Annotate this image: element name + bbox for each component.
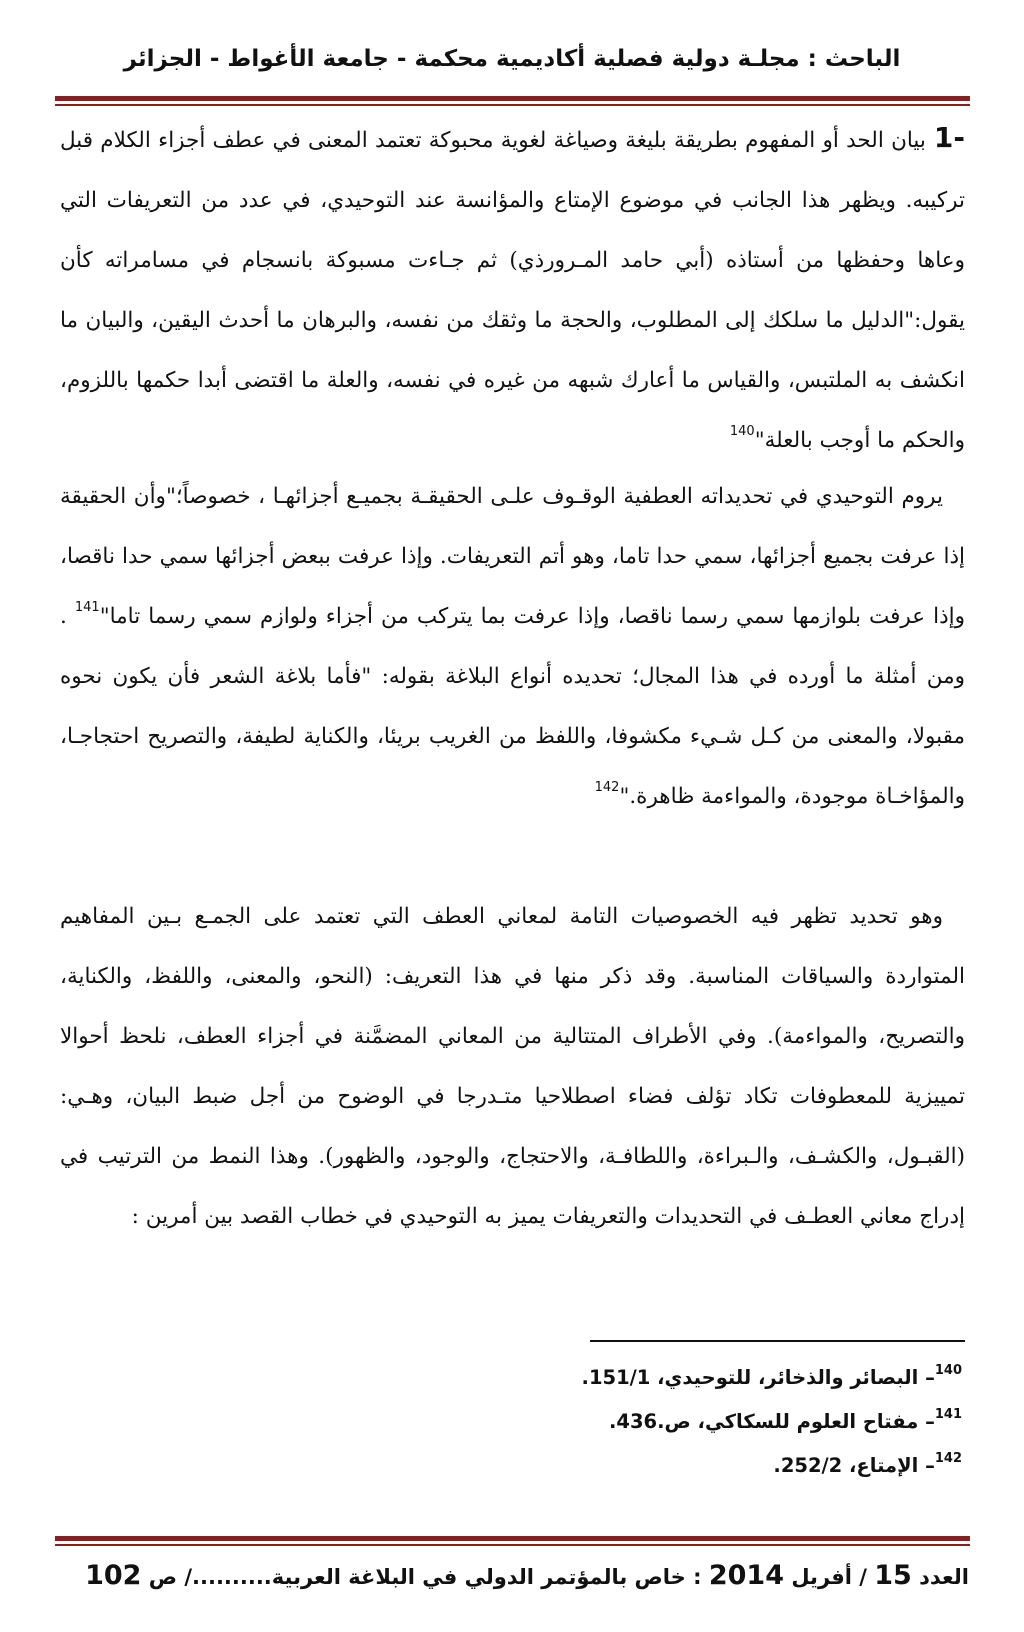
footnote-text: – الإمتاع، 252/2.	[773, 1454, 935, 1477]
footnote-ref-142[interactable]: 142	[594, 780, 620, 795]
footer-rule-thin	[55, 1544, 970, 1546]
paragraph-2-text-a: يروم التوحيدي في تحديداته العطفية الوقـوف علـى الحقيقـة بجميـع أجزائهـا ، خصوصاً؛"وأن الحقيقة إذا عرفت بجميع أجزائها، سمي حدا تاما، وهو أتم التعريفات. وإذا عرفت ببعض أجزائها سمي حدا ناقصا، وإذا عرفت بلوازمها سمي رسما ناقصا، وإذا عرفت بما يتركب من أجزاء ولوازم سمي رسما تاما"	[60, 484, 965, 629]
footnote-text: – مفتاح العلوم للسكاكي، ص.436.	[608, 1410, 935, 1433]
paragraph-number: 1-	[933, 121, 965, 154]
paragraph-2	[60, 467, 965, 827]
issue-label: العدد	[919, 1565, 969, 1589]
footnote-separator	[590, 1340, 965, 1342]
footnote-text: – البصائر والذخائر، للتوحيدي، 151/1.	[581, 1366, 935, 1389]
footnote-141	[462, 1400, 962, 1444]
footnote-ref-141[interactable]: 141	[74, 600, 100, 615]
footnote-number: 142	[934, 1451, 962, 1466]
footnote-ref-140[interactable]: 140	[729, 424, 755, 439]
special-issue-note: : خاص بالمؤتمر الدولي في البلاغة العربية........../ ص	[148, 1565, 702, 1589]
footnote-number: 141	[934, 1407, 962, 1422]
footnote-142	[462, 1444, 962, 1488]
paragraph-2-text-b: . ومن أمثلة ما أورده في هذا المجال؛ تحديده أنواع البلاغة بقوله: "فأما بلاغة الشعر فأن يكون نحوه مقبولا، والمعنى من كـل شـيء مكشوفا، واللفظ من الغريب بريئا، والكناية لطيفة، والتصريح احتجاجـا، والمؤاخـاة موجودة، والمواءمة ظاهرة."	[60, 604, 965, 809]
footnote-140	[462, 1356, 962, 1400]
footer-rule-thick	[55, 1536, 970, 1541]
running-header: الباحث : مجلـة دولية فصلية أكاديمية محكمة - جامعة الأغواط - الجزائر	[123, 46, 901, 72]
header-rule-thick	[55, 96, 970, 101]
paragraph-3-text: وهو تحديد تظهر فيه الخصوصيات التامة لمعاني العطف التي تعتمد على الجمـع بـين المفاهيم المتواردة والسياقات المناسبة. وقد ذكر منها في هذا التعريف: (النحو، والمعنى، واللفظ، والكناية، والتصريح، والمواءمة). وفي الأطراف المتتالية من المعاني المضمَّنة في أجزاء العطف، نلحظ أحوالا تمييزية للمعطوفات تكاد تؤلف فضاء اصطلاحيا متـدرجا في الوضوح من أجل ضبط البيان، وهـي: (القبـول، والكشـف، والـبراءة، واللطافـة، والاحتجاج، والوجود، والظهور). وهذا النمط من الترتيب في إدراج معاني العطـف في التحديدات والتعريفات يميز به التوحيدي في خطاب القصد بين أمرين :	[60, 904, 965, 1229]
issue-year: 2014	[708, 1560, 784, 1591]
running-footer	[60, 1560, 969, 1591]
paragraph-1	[60, 108, 965, 471]
paragraph-1-text: بيان الحد أو المفهوم بطريقة بليغة وصياغة لغوية محبوكة تعتمد المعنى في عطف أجزاء الكلام قبل تركيبه. ويظهر هذا الجانب في موضوع الإمتاع والمؤانسة عند التوحيدي، في عدد من التعريفات التي وعاها وحفظها من أستاذه (أبي حامد المـرورذي) ثم جـاءت مسبوكة بانسجام في مسامراته كأن يقول:"الدليل ما سلكك إلى المطلوب، والحجة ما وثقك من نفسه، والبرهان ما أحدث اليقين، والبيان ما انكشف به الملتبس، والقياس ما أعارك شبهه من غيره في نفسه، والعلة ما اقتضى أبدا حكمها باللزوم، والحكم ما أوجب بالعلة"	[60, 128, 965, 453]
page-number: 102	[85, 1560, 142, 1591]
paragraph-3	[60, 887, 965, 1247]
issue-month: / أفريل	[791, 1565, 867, 1589]
issue-number: 15	[874, 1560, 912, 1591]
footnotes	[462, 1356, 962, 1488]
header-rule-thin	[55, 104, 970, 106]
footnote-number: 140	[934, 1363, 962, 1378]
